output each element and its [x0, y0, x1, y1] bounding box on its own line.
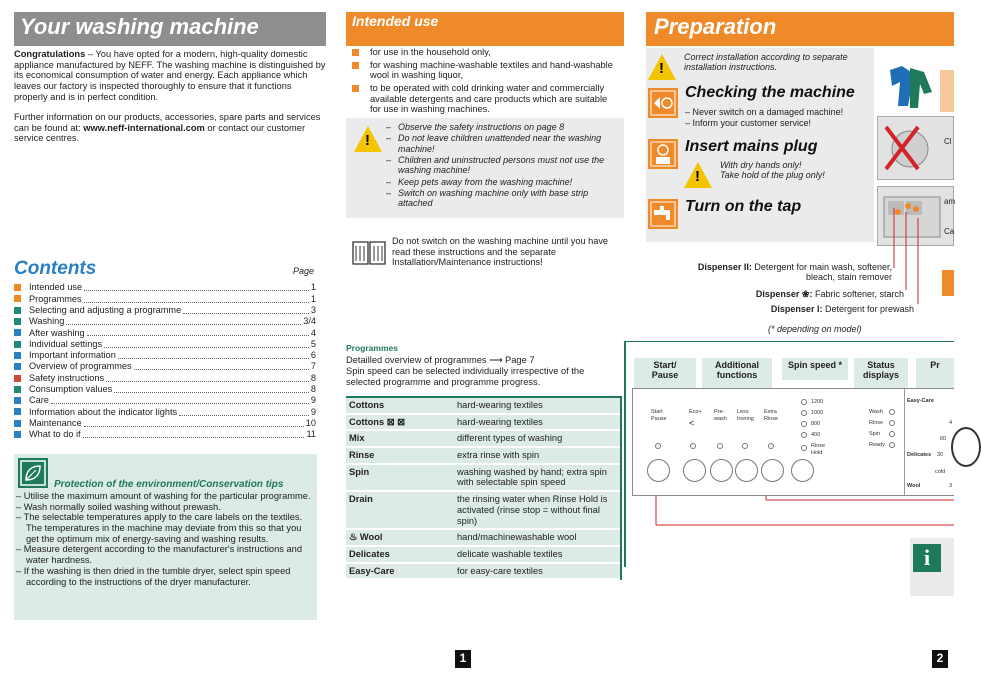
toc-title: Programmes — [29, 293, 82, 304]
start-pause-button[interactable] — [647, 459, 670, 482]
dispenser-2-text: Detergent for main wash, softener, bleach, stain remover — [751, 262, 892, 283]
intended-use-text: for washing machine-washable textiles and hand-washable wool in washing liquor, — [370, 59, 613, 81]
intro-text: – You have opted for a modern, high-quality domestic appliance manufactured by NEFF. The washing machine is distinguished by its economical consumption of water and energy. Each appliance which leaves our factory is inspected thoroughly to ensure that it functions properly and is in perfect condition. — [14, 49, 326, 102]
programme-name: Cottons ⊠ ⊠ — [346, 414, 454, 431]
spin-speed-button[interactable] — [791, 459, 814, 482]
page-number-right: 2 — [932, 650, 948, 668]
warning-text: Observe the safety instructions on page 8 — [398, 122, 565, 132]
label-rinse-hold: Rinse Hold — [811, 443, 826, 456]
led-ready — [889, 442, 895, 448]
page-title: Your washing machine — [14, 12, 326, 46]
label-prewash: Pre- wash — [714, 409, 727, 422]
programme-description: washing washed by hand; extra spin with selectable spin speed — [454, 464, 620, 491]
check-item-2: – Inform your customer service! — [685, 118, 812, 128]
programme-description: hand/machinewashable wool — [454, 529, 620, 546]
label-eco: Eco+ — [689, 409, 702, 415]
extra-rinse-button[interactable] — [761, 459, 784, 482]
led-eco — [690, 443, 696, 449]
label-easy-care: Easy-Care — [907, 398, 934, 404]
toc-page: 8 — [310, 384, 316, 395]
programmes-title: Programmes — [346, 343, 398, 353]
label-spin: Spin — [869, 431, 881, 437]
environment-item: – Wash normally soiled washing without prewash. — [16, 501, 221, 512]
led-1000 — [801, 410, 807, 416]
programme-dial[interactable] — [951, 427, 981, 467]
panel-header-spin: Spin speed * — [782, 358, 848, 380]
intended-use-text: for use in the household only, — [370, 47, 491, 57]
warning-text: Do not leave children unattended near the washing machine! — [398, 133, 602, 154]
plug-item-1: With dry hands only! — [720, 160, 802, 170]
programme-divider — [904, 389, 905, 495]
dash-marker: – — [386, 155, 392, 166]
website-link[interactable]: www.neff-international.com — [83, 122, 205, 133]
dispenser-1-bold: Dispenser I: — [770, 304, 823, 314]
preparation-title: Preparation — [646, 12, 954, 46]
programme-name: Drain — [346, 491, 454, 529]
toc-title: What to do if — [29, 429, 81, 440]
toc-page: 5 — [310, 338, 316, 349]
toc-page: 6 — [310, 350, 316, 361]
label-wool: Wool — [907, 483, 921, 489]
warning-text: Keep pets away from the washing machine! — [398, 176, 573, 187]
programme-name: ♨ Wool — [346, 529, 454, 546]
toc-page: 3/4 — [303, 316, 316, 327]
eco-button[interactable] — [683, 459, 706, 482]
led-start — [655, 443, 661, 449]
toc-page: 3 — [310, 304, 316, 315]
panel-header-additional: Additional functions — [702, 358, 772, 388]
toc-title: Consumption values — [29, 384, 113, 395]
label-temp-3: 3 — [949, 483, 953, 489]
label-ready: Ready — [869, 442, 885, 448]
toc-page: 10 — [305, 417, 316, 428]
panel-header-status: Status displays — [854, 358, 908, 388]
side-label-am: am — [944, 197, 956, 206]
led-wash — [889, 409, 895, 415]
toc-title: Overview of programmes — [29, 361, 132, 372]
contents-title: Contents — [14, 258, 97, 279]
toc-title: Individual settings — [29, 338, 103, 349]
toc-title: Important information — [29, 350, 116, 361]
environment-item: – Utilise the maximum amount of washing for the particular programme. — [16, 491, 311, 501]
dispenser-3-text: Fabric softener, starch — [812, 289, 904, 299]
dispenser-3-bold: Dispenser ❀: — [755, 289, 813, 299]
side-label-cl: Cl — [944, 137, 952, 146]
page-label: Page — [293, 266, 315, 276]
check-title: Checking the machine — [685, 84, 855, 101]
dash-marker: – — [386, 133, 392, 144]
programme-description: extra rinse with spin — [454, 447, 620, 464]
programme-description: different types of washing — [454, 430, 620, 447]
less-ironing-button[interactable] — [735, 459, 758, 482]
toc-page: 1 — [310, 293, 316, 304]
dispenser-2-label — [672, 262, 892, 283]
toc-title: Information about the indicator lights — [29, 406, 178, 417]
label-start-pause: Start Pause — [651, 409, 667, 422]
toc-page: 7 — [310, 361, 316, 372]
intro-bold: Congratulations — [14, 49, 86, 59]
depending-note: (* depending on model) — [768, 324, 862, 334]
label-less-ironing: Less Ironing — [737, 409, 754, 422]
environment-item: – The selectable temperatures apply to the care labels on the textiles. The temperatures in the machine may deviate from this so that you get the optimum mix of energy-saving and washing results. — [16, 512, 303, 544]
led-prewash — [717, 443, 723, 449]
toc-title: Maintenance — [29, 417, 82, 428]
toc-page: 8 — [310, 372, 316, 383]
programme-name: Mix — [346, 430, 454, 447]
programme-name: Delicates — [346, 546, 454, 563]
toc-title: Care — [29, 395, 49, 406]
label-temp-60: 60 — [940, 436, 947, 442]
led-400 — [801, 432, 807, 438]
led-1200 — [801, 399, 807, 405]
toc-page: 9 — [310, 395, 316, 406]
led-rinse-hold — [801, 445, 807, 451]
programme-description: for easy-care textiles — [454, 563, 620, 580]
label-400: 400 — [811, 432, 821, 438]
led-rinse — [889, 420, 895, 426]
dash-marker: – — [386, 122, 392, 132]
label-cold: cold — [935, 469, 946, 475]
environment-item: – If the washing is then dried in the tumble dryer, select spin speed according to the instructions of the dryer manufacturer. — [16, 565, 291, 587]
page-number-left: 1 — [455, 650, 471, 668]
toc-page: 9 — [310, 406, 316, 417]
dash-marker: – — [386, 188, 392, 199]
control-panel — [632, 388, 954, 496]
toc-page: 4 — [310, 327, 316, 338]
programme-description: the rinsing water when Rinse Hold is activated (rinse stop = without final spin) — [454, 491, 620, 529]
environment-title: Protection of the environment/Conservation tips — [54, 479, 284, 490]
panel-header-programme: Pr — [916, 358, 954, 388]
programme-description: hard-wearing textiles — [454, 398, 620, 414]
label-delicates: Delicates — [907, 452, 932, 458]
intended-use-text: to be operated with cold drinking water and commercially available detergents and care products which are suitable for use in washing machines. — [370, 83, 608, 115]
toc-title: Safety instructions — [29, 372, 105, 383]
dispenser-2-bold: Dispenser II: — [697, 262, 752, 272]
toc-title: Washing — [29, 316, 65, 327]
side-label-ca: Ca — [944, 227, 955, 236]
label-temp-30: 30 — [937, 452, 944, 458]
led-less-ironing — [742, 443, 748, 449]
install-note: Correct installation according to separate installation instructions. — [684, 52, 848, 73]
programme-name: Rinse — [346, 447, 454, 464]
label-extra-rinse: Extra Rinse — [764, 409, 779, 422]
led-800 — [801, 421, 807, 427]
programme-name: Easy-Care — [346, 563, 454, 580]
dispenser-3-label — [700, 289, 904, 299]
led-spin — [889, 431, 895, 437]
panel-frame-left — [624, 341, 626, 567]
label-rinse: Rinse — [869, 420, 884, 426]
plug-item-2: Take hold of the plug only! — [720, 170, 825, 180]
toc-title: Selecting and adjusting a programme — [29, 304, 182, 315]
check-item-1: – Never switch on a damaged machine! — [685, 107, 844, 117]
warning-text: Switch on washing machine only with base strip attached — [398, 188, 589, 209]
label-1200: 1200 — [811, 399, 824, 405]
programmes-line2: Spin speed can be selected individually irrespective of the selected programme and programme progress. — [346, 366, 585, 387]
warning-text: Children and uninstructed persons must not use the washing machine! — [398, 155, 605, 176]
label-temp-4: 4 — [949, 420, 953, 426]
dispenser-1-label — [700, 304, 914, 314]
led-extra-rinse — [768, 443, 774, 449]
intended-use-title: Intended use — [346, 12, 624, 46]
programme-description: delicate washable textiles — [454, 546, 620, 563]
programme-name: Cottons — [346, 398, 454, 414]
environment-item: – Measure detergent according to the manufacturer's instructions and water hardness. — [16, 544, 303, 566]
toc-title: Intended use — [29, 282, 83, 293]
label-1000: 1000 — [811, 410, 824, 416]
label-wash: Wash — [869, 409, 883, 415]
dash-marker: – — [386, 176, 392, 187]
tap-title: Turn on the tap — [685, 198, 802, 215]
label-800: 800 — [811, 421, 821, 427]
toc-page: 1 — [310, 282, 316, 293]
dispenser-1-text: Detergent for prewash — [822, 304, 914, 314]
plug-title: Insert mains plug — [685, 138, 818, 155]
info-box — [910, 538, 954, 596]
toc-title: After washing — [29, 327, 85, 338]
programme-name: Spin — [346, 464, 454, 491]
prewash-button[interactable] — [710, 459, 733, 482]
panel-header-start: Start/ Pause — [634, 358, 696, 388]
panel-frame-line — [624, 341, 954, 342]
programme-description: hard-wearing textiles — [454, 414, 620, 431]
arrow-left-icon: < — [689, 418, 695, 428]
toc-page: 11 — [306, 429, 316, 440]
info-pre: Further information on our products, accessories, spare parts and services can be found at: — [14, 112, 321, 133]
book-note: Do not switch on the washing machine until you have read these instructions and the separate Installation/Maintenance instructions! — [392, 236, 609, 268]
info-icon: i — [913, 544, 941, 572]
info-post: or contact our customer service centres. — [14, 122, 306, 144]
programmes-line1: Detailled overview of programmes ⟶ Page 7 — [346, 355, 535, 365]
